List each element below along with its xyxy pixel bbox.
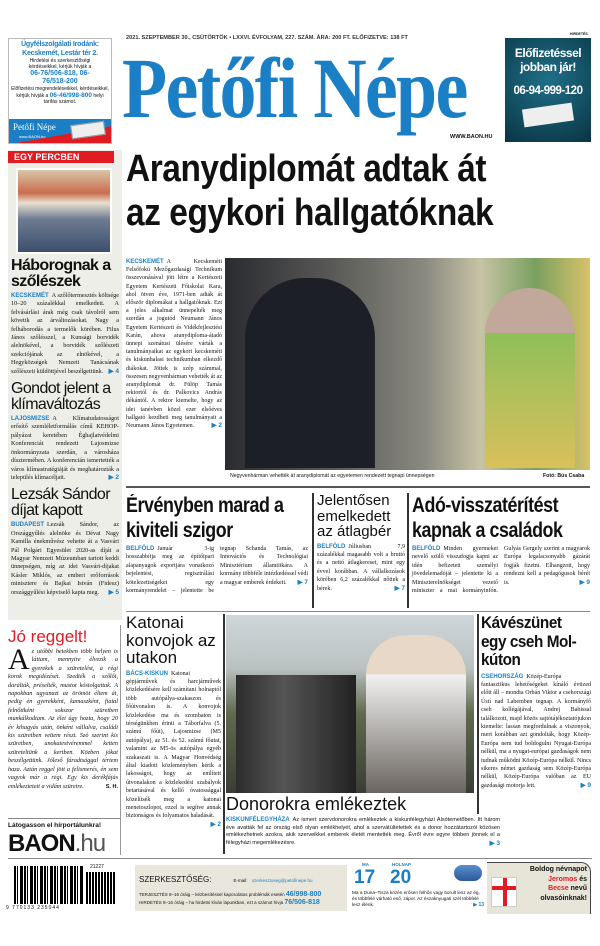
section-egy-percben: EGY PERCBEN: [8, 151, 114, 163]
divider: [126, 611, 590, 612]
story-average-wage[interactable]: [317, 493, 405, 593]
story-text: KECSKEMÉT A szőlőtermesztés költsége 10–20 százalékkal emelkedett. A felvásárlási árak még csak távolról sem követik az árváltozásokat. Nagy a felháborodás a termelők körében. Filus János szőlésszel, a Kunsági borvidék alelnökével, a borvidék szőlészeti szekciójának az elnökével, a Hegyközségek Nemzeti Tanácsának szőlészeti küldöttjével beszélgettünk. ▶ 4: [11, 292, 119, 375]
story-text: BELFÖLD Minden gyermeket nevelő szülő visszafogja kapni az idén befizetett személyi jövedelemadóját – jelentette ki a Miniszterelnökséget vezető miniszter a mai kormányinfón. Gulyás Gergely szerint a magyarok Európa legalacsonyabb gázárát fogják fizetni. Elhangzott, hogy rendezni kell a pedagógusok bérét is. ▶ 9: [412, 546, 590, 595]
nameday-line-3: olvasóinknak!: [540, 894, 587, 902]
donor-photo[interactable]: [226, 615, 474, 793]
story-title[interactable]: Donorokra emlékeztek: [226, 794, 474, 815]
email-link[interactable]: szerkesztoseg@petofinepe.hu: [251, 878, 313, 883]
today-temp: 17: [354, 867, 376, 888]
subscription-ad[interactable]: [505, 38, 591, 142]
column-divider: [223, 614, 225, 854]
advertising-line: HIRDETÉS 8–16 óráig – ha hirdetni kíván lapunkban, ezt a számot hívja 76/506-818: [139, 899, 320, 906]
ad-line-1: Előfizetéssel: [514, 46, 582, 60]
photo-credit: Fotó: Bús Csaba: [543, 473, 585, 479]
footer-divider: [8, 858, 592, 859]
portal-invite: Látogasson el hírportálunkra!: [8, 822, 102, 829]
sidebar-stories: [11, 258, 119, 597]
ad-title: Ügyfélszolgálati Irodánk: Kecskemét, Lestár tér 2.: [21, 41, 99, 57]
barcode: [14, 866, 84, 904]
gift-icon: [491, 877, 517, 907]
sidebar-story[interactable]: [11, 258, 119, 376]
story-title: Háborognak a szőlészek: [11, 257, 111, 290]
divider: [8, 818, 120, 819]
story-coffee-break[interactable]: [481, 614, 591, 790]
story-export-rules[interactable]: [126, 493, 308, 595]
story-title: Jelentősen emelkedett az átlagbér: [317, 492, 392, 540]
editorial-title: SZERKESZTŐSÉG:: [139, 875, 212, 884]
story-text: CSEHORSZÁG Közép-Európa fantasztikus lehetőségeket kínáló évtized előtt áll – mondta Orbán Viktor a csehországi Ústí nad Labemben tegnap. A kormányfő cseh kollégájával, Andrej Babissal találkozott, majd közös sajtótájékoztatójukon kiemelte: lassan megfordulnak a viszonyok, mert korábban azt gondolták, hogy Közép-Európa nem tud boldogulni Nyugat-Európa nélkül, ma a nyugat-európai gazdaságok nem tudnak működni Közép-Európa nélkül. Nincs sikeres német gazdaság sem Közép-Európa nélkül, Közép-Európa valóban az EU gazdasági motorja lett. ▶ 9: [481, 673, 591, 789]
story-text: BÁCS-KISKUN Katonai gépjárművek és harcjárművek közlekedésére kell számítani holnaptól több autópálya-szakaszon és főútvonalon is. A konvojok közlekedése ma és szombaton is térségünkben érinti a Táborfalva (5. számú főút), Lajosmizse (M5 autópálya), az 51. és 52. számú főutat, valamint az M5-ös autópálya egyéb szakaszait is. A Magyar Honvédség által kiadott közleményben kérik a lakosságot, hogy az említett útvonalakon a közlekedési szabályok betartásával és kellő óvatossággal közelítsék meg a katonai menetoszlopot, ezzel is segítve annak biztonságos és folyamatos haladását. ▶ 2: [126, 670, 221, 828]
story-title: Adó-visszatérítést kapnak a családok: [412, 494, 563, 542]
editorial-box: [135, 865, 347, 911]
ad-logo: Petőfi Népe: [13, 122, 56, 132]
lead-photo[interactable]: [225, 258, 590, 470]
ad-phones: 06-76/506-818, 06-76/518-200: [30, 70, 90, 85]
newspaper-image: [70, 121, 106, 140]
ad-text: Hirdetési és szerkesztőségi kérdéseikkel, kérjük hívják a: [28, 58, 92, 70]
tomorrow-temp: 20: [390, 867, 412, 888]
distribution-line: TERJESZTÉS 8–16 óráig – kézbesítéssel kapcsolatos problémák esetén 46/998-800: [139, 891, 322, 898]
nameday-box: [487, 862, 591, 914]
sidebar-photo[interactable]: [16, 168, 112, 254]
story-military-convoys[interactable]: [126, 614, 221, 829]
nameday-names-2: Becse nevű: [548, 885, 587, 892]
story-tax-refund[interactable]: [412, 493, 590, 595]
story-title: Lezsák Sándor díjat kapott: [11, 486, 110, 520]
story-title: Kávészünet egy cseh Mol-kúton: [481, 613, 577, 669]
ad-site: www.BAON.hu: [19, 134, 46, 139]
nameday-line-1: Boldog névnapot: [529, 866, 587, 873]
column-text: Az utóbbi hetekben több helyen is láttam, mennyire élvezik a gyerekek a szüretelést, a régi korok megidézését. Szedték a szőlőt, darálták, préselték, mustot kóstolgattak. A napokban ugyanazt az örömöt éltem át, pedig én gyerekként, kamaszként, fiatal felnőttként sokszor szüretben munkálkodtam. Az élet úgy hozta, hogy 20 év kihagyás után, önként vállalva, családi kis szüretben vettem részt. Szó szerint kis szüretben, unokatestvéremmel ketten szüreteltünk a kertben. Közben jókat beszélgettünk. Jóleső fáradtsággal tértem haza. Aztán reggel jött a felismerés, én sem vagyok már a régi. Egy kis derékfájás emlékeztetett a vidám szüretre. S. H.: [8, 643, 118, 790]
weather-text: Ma a Duna–Tisza közén erősen felhős vagy borult lesz az ég, és többfelé várható eső, zápor. Az északnyugati szél többfelé lesz élénk. ▶ 13: [352, 890, 484, 908]
story-text: BUDAPEST Lezsák Sándor, az Országgyűlés alelnöke és Dévai Nagy Kamilla énekművész vehette át a Vasvári Pál Polgári Egyesület 2020-as díját a Magyar Nemzeti Múzeumban tartott keddi ünnepségen, míg az idei Vasvári-díjakat Kásler Miklós, az emberi erőforrások minisztere és Bajkai István (Fidesz) országgyűlési képviselő kapta meg. ▶ 5: [11, 521, 119, 596]
column-author: S. H.: [105, 783, 118, 790]
today-label: MA: [362, 862, 369, 867]
story-text: LAJOSMIZSE A Klímatudatosságot erősítő szemléletformálás című KEHOP-pályázat keretében Éghajlatvédelmi Konferenciát rendezett Lajosmizse önkormányzata szerdán, a városháza dísztermében. A konferencián ismertették a város klímastratégiáját és meghatározták a település klímacéljait. ▶ 2: [11, 415, 119, 481]
photo-caption: Negyvenhárman vehették át aranydiplomát az egyetemen rendezett tegnapi ünnepségen: [230, 473, 435, 479]
barcode-addon: [86, 872, 116, 904]
story-title: Gondot jelent a klímaváltozás: [11, 380, 111, 414]
masthead[interactable]: Petőfi Népe: [122, 40, 467, 136]
newspaper-image: [522, 103, 574, 128]
divider: [126, 486, 590, 488]
lead-text[interactable]: KECSKEMÉT A Kecskeméti Felsőfokú Mezőgazdasági Technikum összevonásával jött létre a Kertészeti Egyetem Kertészeti Főiskolai Kara, ahol ötven éve, 1971-ben adták át először diplomákat a hallgatóknak. Ezt a jeles alkalmat ünnepelték meg szerdán a jogutód Neumann János Egyetem Kertészeti és Vidékfejlesztési Karán, ahova aranydiploma-átadó ünnepi szenátusi ülésére várták a tanulmányaikat az egykori kecskeméti és kiskunhalasi technikumban elkezdő diákokat. Jöttek is szép számmal, összesen negyvenhárman vehették át az aranydiplomát dr. Fülöp Tamás rektortól és dr. Palkovics András dékántól. A rektor kiemelte, hogy az idei tanévben közel ezer elsőéves hallgató kezdheti meg tanulmányait a Neumann János Egyetemen. ▶ 2: [126, 259, 222, 430]
sidebar-story[interactable]: [11, 381, 119, 482]
story-text: BELFÖLD Január 3-ig hosszabbítja meg az építőipari alapanyagok exportjára vonatkozó bejelentési, regisztrálási kötelezettségeket egy kormányrendelet – jelentette be tegnap Schanda Tamás, az Innovációs és Technológiai Minisztérium államtitkára. A kormány többféle intézkedéssel védi a magyar emberek érdekeit. ▶ 7: [126, 546, 308, 595]
story-title: Érvényben marad a kiviteli szigor: [126, 494, 284, 542]
nameday-names-1: Jeromos és: [548, 875, 587, 883]
baon-logo[interactable]: BAON.hu: [8, 830, 106, 857]
sidebar-story[interactable]: [11, 487, 119, 597]
column-divider: [407, 493, 409, 608]
tomorrow-label: HOLNAP: [392, 862, 411, 867]
story-donors[interactable]: [226, 817, 500, 847]
column-title: Jó reggelt!: [8, 627, 88, 646]
rain-cloud-icon: [454, 865, 482, 881]
barcode-addon-number: 21227: [90, 864, 104, 870]
lead-headline[interactable]: Aranydiplomát adtak át az egykori hallgatóknak: [126, 148, 494, 234]
ad-phone: 06-94-999-120: [513, 85, 583, 97]
dropcap: A: [8, 643, 30, 676]
service-office-ad[interactable]: [8, 38, 112, 144]
story-text: BELFÖLD Júliusban 7,9 százalékkal magasabb volt a bruttó és a nettó átlagkereset, mint egy évvel korábban. A vállalkozások körében 6,2 százalékkal nőttek a bérek. ▶ 7: [317, 543, 405, 592]
column-divider: [120, 625, 121, 855]
ad-text-2: Előfizetési megrendeléseikkel, kérdéseikkel, kérjük hívják a 06-46/998-800 helyi tarifás számot.: [11, 86, 109, 105]
column-divider: [477, 614, 479, 814]
column-divider: [312, 493, 314, 608]
weather[interactable]: [352, 862, 484, 912]
barcode-number: 9 770133 235044: [6, 905, 60, 911]
morning-column[interactable]: [8, 628, 118, 791]
story-text: KISKUNFÉLEGYHÁZA Az ismert szervdonorokra emlékeztek a kiskunfélegyházi Alsótemetőben. Itt három éve avatták fel az ország első olyan emlékhelyét, ahol a szervátültetettek és a donor hozzátartozói közösen emlékezhetnek azokra, akik szerveikkel emberek életét mentették meg. Évről évre egyre többen jönnek el a félegyházi megemlékezésre. ▶ 3: [226, 817, 500, 847]
ad-label: HIRDETÉS: [570, 32, 588, 36]
story-title: Katonai konvojok az utakon: [126, 613, 216, 667]
dateline: 2021. SZEPTEMBER 30., CSÜTÖRTÖK • LXXVI. ÉVFOLYAM, 227. SZÁM. ÁRA: 200 FT. ELŐFIZETVE: 138 FT: [126, 35, 408, 41]
ad-footer: [9, 119, 111, 143]
email-label: E-mail:: [233, 878, 248, 883]
masthead-url[interactable]: WWW.BAON.HU: [450, 134, 493, 140]
ad-line-2: jobban jár!: [520, 60, 576, 74]
